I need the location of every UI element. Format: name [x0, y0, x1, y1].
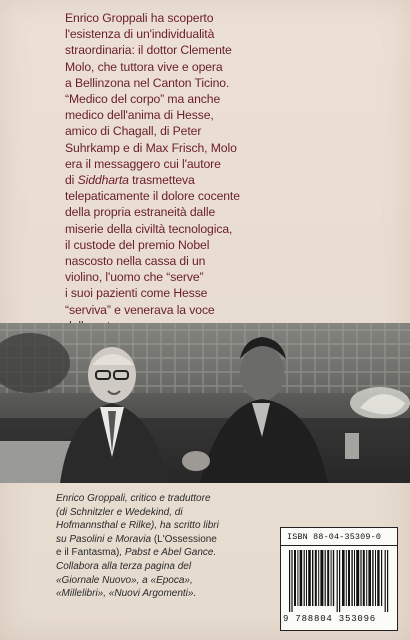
blurb-line: straordinaria: il dottor Clemente [65, 43, 232, 58]
blurb-line: amico di Chagall, di Peter [65, 124, 202, 139]
author-bio [56, 492, 276, 601]
bio-fragment: (L'Ossessione [151, 533, 217, 545]
blurb-line: nascosto nella cassa di un [65, 254, 206, 269]
bio-fragment: su Pasolini e Moravia [56, 533, 152, 545]
blurb-line: Molo, che tuttora vive e opera [65, 59, 223, 74]
blurb-line: il custode del premio Nobel [65, 237, 210, 252]
blurb-line: violino, l'uomo che “serve” [65, 270, 204, 285]
bio-fragment: , Pabst e Abel Gance. [119, 547, 217, 559]
blurb-line: a Bellinzona nel Canton Ticino. [65, 75, 230, 90]
photo-illustration [0, 323, 410, 483]
bio-fragment: e il Fantasma) [56, 547, 120, 559]
ean-digits: 9 788804 353096 [283, 614, 377, 624]
blurb-line: telepaticamente il dolore cocente [65, 189, 240, 204]
bio-line [56, 546, 276, 560]
isbn-label: ISBN 88-04-35309-0 [287, 532, 382, 542]
bio-line: «Giornale Nuovo», a «Epoca», [56, 574, 193, 586]
bio-line [56, 533, 276, 547]
blurb-line: medico dell'anima di Hesse, [65, 108, 214, 123]
book-title-siddharta: Siddharta [77, 173, 129, 188]
blurb-line: l'esistenza di un'individualità [65, 27, 215, 42]
bio-line: «Millelibri», «Nuovi Argomenti». [56, 588, 197, 600]
blurb-line: Suhrkamp e di Max Frisch, Molo [65, 140, 237, 155]
blurb-line: i suoi pazienti come Hesse [65, 286, 208, 301]
author-photo [0, 323, 410, 483]
blurb-line: Enrico Groppali ha scoperto [65, 11, 214, 25]
blurb-line [65, 172, 365, 188]
blurb-line: era il messaggero cui l'autore [65, 156, 221, 171]
blurb-line: miserie della civiltà tecnologica, [65, 221, 233, 236]
blurb-line: della propria estraneità dalle [65, 205, 216, 220]
barcode [289, 550, 389, 612]
bio-line: Enrico Groppali, critico e traduttore [56, 493, 211, 504]
blurb-fragment: trasmetteva [128, 173, 195, 188]
blurb-fragment: di [65, 173, 78, 188]
isbn-barcode-box [280, 527, 398, 631]
divider [281, 545, 397, 546]
blurb-text [65, 10, 365, 334]
bio-line: Collabora alla terza pagina del [56, 560, 192, 572]
blurb-line: “serviva” e venerava la voce [65, 302, 215, 317]
bio-line: Hofmannsthal e Rilke), ha scritto libri [56, 520, 219, 532]
blurb-line: “Medico del corpo” ma anche [65, 92, 221, 107]
bio-line: (di Schnitzler e Wedekind, di [56, 506, 183, 518]
